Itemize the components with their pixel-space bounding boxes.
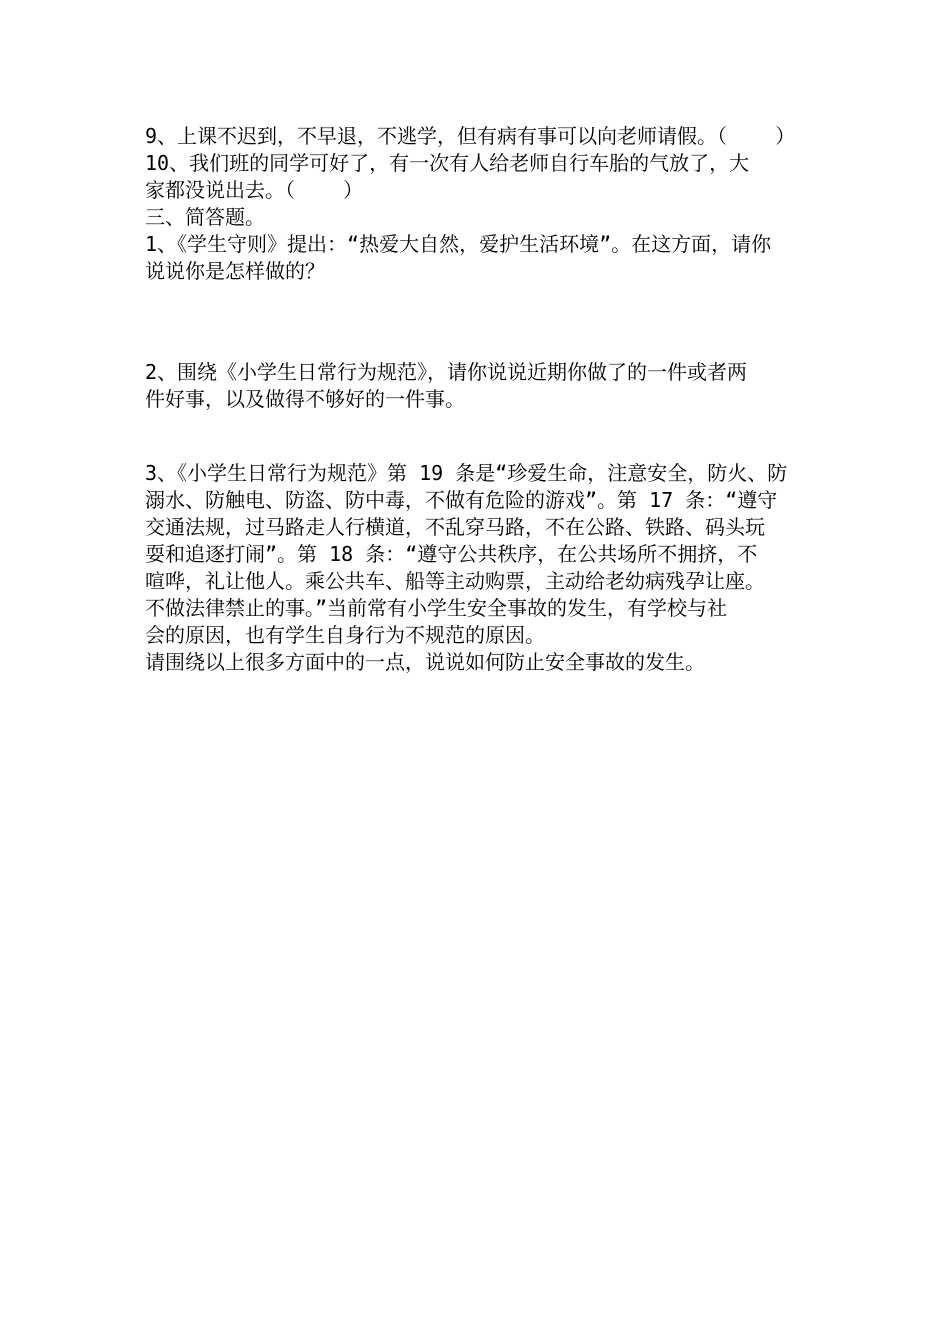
question-10-line-2: 家都没说出去。（ ） <box>145 178 364 202</box>
short-answer-3-line-8: 请围绕以上很多方面中的一点，说说如何防止安全事故的发生。 <box>145 650 705 674</box>
question-9: 9、上课不迟到，不早退，不逃学，但有病有事可以向老师请假。（ ） <box>145 124 796 148</box>
short-answer-3-line-2: 溺水、防触电、防盗、防中毒，不做有危险的游戏”。第 17 条：“遵守 <box>145 488 778 512</box>
section-3-heading: 三、简答题。 <box>145 205 265 229</box>
answer-space-1 <box>145 285 810 359</box>
short-answer-3-line-3: 交通法规，过马路走人行横道，不乱穿马路，不在公路、铁路、码头玩 <box>145 515 765 539</box>
short-answer-3-line-7: 会的原因，也有学生自身行为不规范的原因。 <box>145 623 545 647</box>
short-answer-3-line-5: 喧哗，礼让他人。乘公共车、船等主动购票，主动给老幼病残孕让座。 <box>145 569 765 593</box>
short-answer-1-line-1: 1、《学生守则》提出：“热爱大自然，爱护生活环境”。在这方面，请你 <box>145 232 772 256</box>
short-answer-3-line-6: 不做法律禁止的事。”当前常有小学生安全事故的发生，有学校与社 <box>145 596 728 620</box>
short-answer-1-line-2: 说说你是怎样做的？ <box>145 259 325 283</box>
document-body <box>145 123 810 676</box>
short-answer-2-line-2: 件好事，以及做得不够好的一件事。 <box>145 387 465 411</box>
short-answer-2-line-1: 2、围绕《小学生日常行为规范》，请你说说近期你做了的一件或者两 <box>145 360 748 384</box>
short-answer-3-line-1: 3、《小学生日常行为规范》第 19 条是“珍爱生命，注意安全，防火、防 <box>145 461 788 485</box>
short-answer-3-line-4: 耍和追逐打闹”。第 18 条：“遵守公共秩序，在公共场所不拥挤，不 <box>145 542 758 566</box>
answer-space-2 <box>145 413 810 460</box>
question-10-line-1: 10、我们班的同学可好了，有一次有人给老师自行车胎的气放了，大 <box>145 151 750 175</box>
